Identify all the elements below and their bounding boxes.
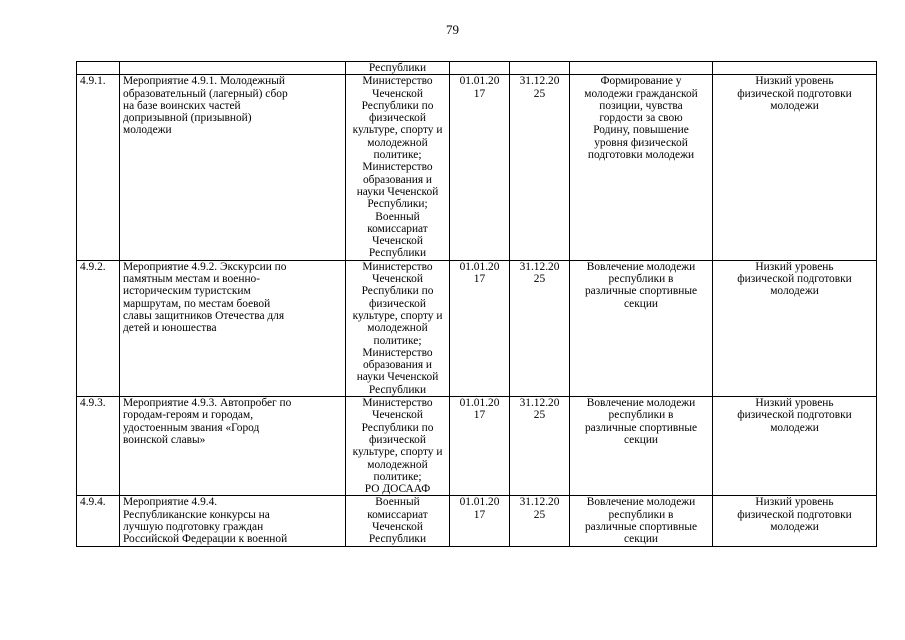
end-text: 31.12.20 25 [519, 75, 560, 100]
table-row [77, 397, 877, 496]
risk-text: Низкий уровень физической подготовки молодежи [737, 260, 852, 298]
cell-start [450, 62, 510, 75]
result-text: Вовлечение молодежи республики в различные спортивные секции [584, 496, 698, 546]
cell-num [77, 260, 120, 396]
executor-text: Министерство Чеченской Республики по физической культуре, спорту и молодежной политике; РО ДОСААФ [352, 397, 443, 496]
cell-num [77, 397, 120, 496]
cell-result [570, 260, 713, 396]
cell-num [77, 62, 120, 75]
cell-end [510, 62, 570, 75]
page-number: 79 [446, 22, 459, 37]
cell-executor [346, 62, 450, 75]
cell-result [570, 75, 713, 260]
cell-start [450, 397, 510, 496]
cell-start [450, 75, 510, 260]
cell-risk [713, 260, 877, 396]
executor-text: Республики [368, 62, 427, 74]
start-text: 01.01.20 17 [459, 260, 500, 286]
name-text: Мероприятие 4.9.2. Экскурсии по памятным местам и военно- историческим туристским маршрутам, по местам боевой славы защитников Отечества для детей и юношества [123, 260, 287, 335]
cell-name [120, 496, 346, 546]
cell-num [77, 496, 120, 546]
name-text: Мероприятие 4.9.3. Автопробег по городам-героям и городам, удостоенным звания «Город воинской славы» [123, 397, 292, 446]
cell-risk [713, 62, 877, 75]
cell-end [510, 496, 570, 546]
name-text: Мероприятие 4.9.4. Республиканские конкурсы на лучшую подготовку граждан Российской Федерации к военной [123, 496, 288, 546]
end-text: 31.12.20 25 [519, 397, 560, 422]
risk-text: Низкий уровень физической подготовки молодежи [737, 397, 852, 434]
end-text: 31.12.20 25 [519, 260, 560, 286]
cell-result [570, 496, 713, 546]
num-text: 4.9.2. [80, 260, 106, 273]
start-text: 01.01.20 17 [459, 496, 500, 521]
cell-executor [346, 397, 450, 496]
cell-risk [713, 496, 877, 546]
result-text: Вовлечение молодежи республики в различные спортивные секции [584, 260, 698, 310]
num-text: 4.9.4. [80, 496, 106, 509]
cell-executor [346, 75, 450, 260]
cell-result [570, 397, 713, 496]
executor-text: Министерство Чеченской Республики по физической культуре, спорту и молодежной политике; Министерство образования и науки Чеченской Республики [352, 260, 443, 396]
table-row [77, 260, 877, 396]
name-text: Мероприятие 4.9.1. Молодежный образовательный (лагерный) сбор на базе воинских частей допризывной (призывной) молодежи [123, 75, 288, 137]
end-text: 31.12.20 25 [519, 496, 560, 521]
cell-executor [346, 496, 450, 546]
cell-result [570, 62, 713, 75]
result-text: Вовлечение молодежи республики в различные спортивные секции [584, 397, 698, 446]
measures-table [76, 61, 877, 547]
cell-num [77, 75, 120, 260]
cell-executor [346, 260, 450, 396]
num-text: 4.9.1. [80, 75, 106, 88]
cell-start [450, 496, 510, 546]
result-text: Формирование у молодежи гражданской позиции, чувства гордости за свою Родину, повышение уровня физической подготовки молодежи [584, 75, 698, 162]
start-text: 01.01.20 17 [459, 75, 500, 100]
table-row [77, 496, 877, 546]
cell-risk [713, 75, 877, 260]
num-text: 4.9.3. [80, 397, 106, 410]
executor-text: Военный комиссариат Чеченской Республики [367, 496, 428, 546]
cell-start [450, 260, 510, 396]
cell-end [510, 75, 570, 260]
risk-text: Низкий уровень физической подготовки молодежи [737, 496, 852, 533]
start-text: 01.01.20 17 [459, 397, 500, 422]
cell-name [120, 260, 346, 396]
table-row [77, 75, 877, 260]
continuation-row [77, 62, 877, 75]
cell-end [510, 260, 570, 396]
cell-end [510, 397, 570, 496]
cell-name [120, 75, 346, 260]
executor-text: Министерство Чеченской Республики по физической культуре, спорту и молодежной политике; Министерство образования и науки Чеченской Республики; Военный комиссариат Чеченской Республики [352, 75, 443, 260]
cell-risk [713, 397, 877, 496]
cell-name [120, 397, 346, 496]
risk-text: Низкий уровень физической подготовки молодежи [737, 75, 852, 112]
cell-name [120, 62, 346, 75]
